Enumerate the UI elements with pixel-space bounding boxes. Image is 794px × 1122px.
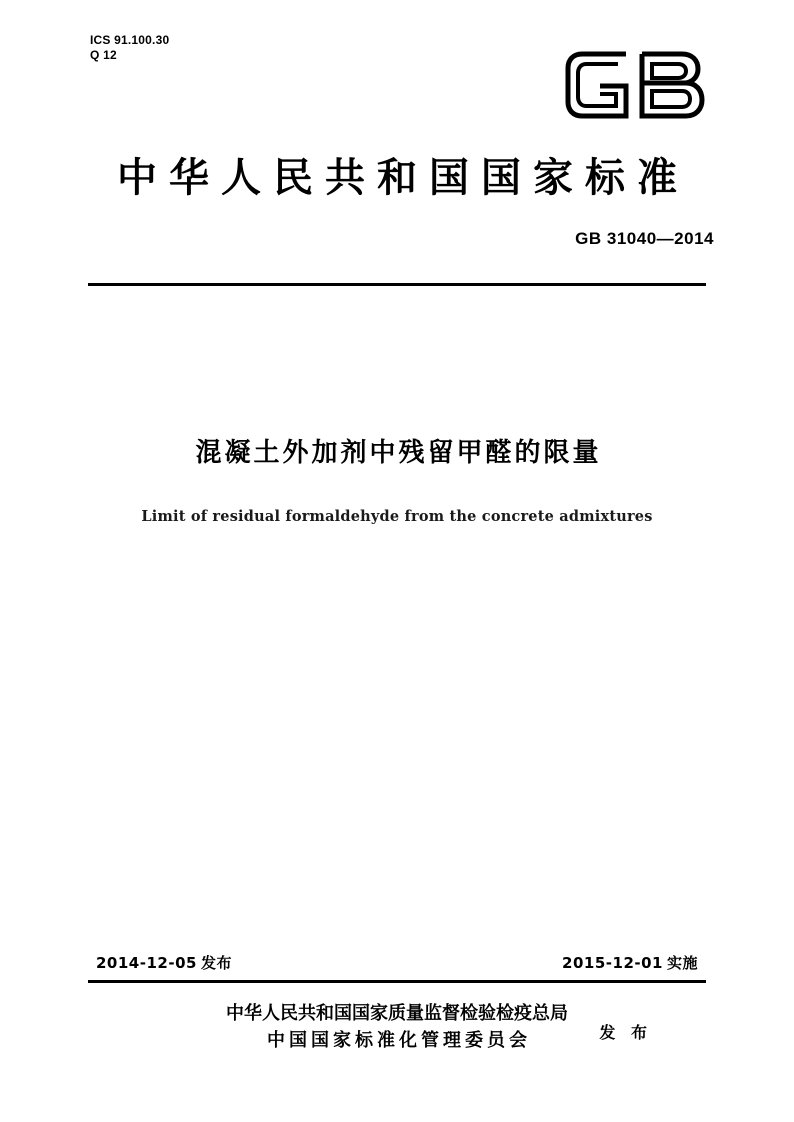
publish-label: 发 布 xyxy=(599,1023,652,1042)
divider-top xyxy=(88,283,706,286)
issue-date-block xyxy=(96,952,232,973)
issuer-secondary: 中国国家标准化管理委员会 xyxy=(267,1030,531,1051)
effective-date-label: 实施 xyxy=(666,954,698,972)
page-title: 中华人民共和国国家标准 xyxy=(117,154,689,201)
ics-code: ICS 91.100.30 xyxy=(90,33,170,47)
issuer-primary: 中华人民共和国国家质量监督检验检疫总局 xyxy=(226,1003,568,1024)
divider-bottom xyxy=(88,980,706,983)
standard-number: GB 31040—2014 xyxy=(575,229,714,248)
ics-classification-block xyxy=(90,33,169,63)
effective-date: 2015-12-01 xyxy=(562,954,663,972)
document-title-cn: 混凝土外加剂中残留甲醛的限量 xyxy=(195,438,602,468)
effective-date-block xyxy=(562,952,698,973)
document-title-en: Limit of residual formaldehyde from the concrete admixtures xyxy=(141,508,653,525)
issue-date-label: 发布 xyxy=(200,954,232,972)
gb-logo xyxy=(556,36,716,134)
classification-code: Q 12 xyxy=(90,48,117,62)
issue-date: 2014-12-05 xyxy=(96,954,197,972)
footer xyxy=(0,1000,794,1054)
